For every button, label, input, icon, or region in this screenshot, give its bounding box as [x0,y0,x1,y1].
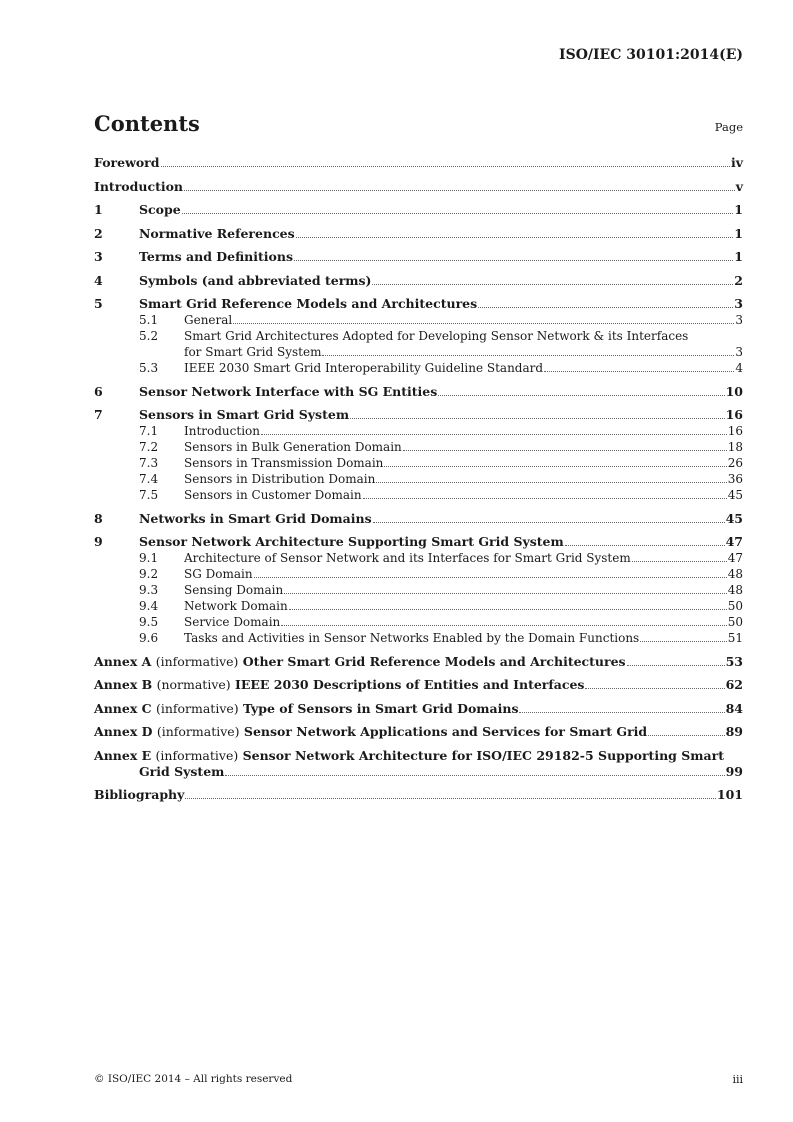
toc-entry-page: 51 [727,631,743,645]
toc-entry-page: 3 [735,345,743,359]
toc-entry-page: 47 [727,551,743,565]
leader-dots [640,641,727,642]
toc-entry-page: 84 [725,700,743,716]
annex-label: Annex E [94,747,152,763]
toc-entry-number: 2 [94,225,103,241]
toc-entry-title [94,724,647,740]
leader-dots [350,418,725,419]
toc-entry-page: 89 [725,724,743,739]
toc-entry-page: 53 [725,653,743,669]
toc-entry-bibliography[interactable] [94,787,743,803]
page-number: iii [732,1073,743,1086]
leader-dots [281,625,726,626]
toc-entry-sensor-network-interface[interactable] [94,384,743,400]
toc-entry-number: 7.2 [139,440,159,454]
toc-entry-title [94,654,626,670]
toc-entry-number: 9.4 [139,599,159,613]
toc-entry-title: Sensors in Transmission Domain [184,456,384,470]
leader-dots [184,190,735,191]
toc-entry-number: 3 [94,249,103,264]
toc-entry-title-continued: Grid System [139,763,225,779]
toc-subentry-general[interactable] [94,312,743,328]
toc-entry-title: Service Domain [184,615,281,629]
toc-entry-introduction[interactable] [94,179,743,195]
toc-entry-page: 4 [735,361,743,375]
toc-subentry-ieee-2030[interactable] [94,360,743,376]
toc-entry-annex-e[interactable] [94,748,743,764]
leader-dots [585,688,724,689]
leader-dots [254,577,727,578]
annex-kind: (informative) [155,747,239,763]
toc-entry-title: General [184,313,233,327]
toc-entry-title: IEEE 2030 Smart Grid Interoperability Guideline Standard [184,361,544,375]
toc-entry-page: 62 [725,677,743,692]
toc-entry-page: 1 [734,249,743,264]
toc-entry-page: 48 [727,567,743,581]
toc-entry-number: 5.1 [139,313,159,327]
toc-subentry-distribution[interactable] [94,471,743,487]
toc-entry-annex-c[interactable] [94,701,743,717]
toc-entry-title [94,701,518,717]
toc-entry-number: 7.4 [139,472,159,486]
toc-entry-title: Tasks and Activities in Sensor Networks Enabled by the Domain Functions [184,631,640,645]
leader-dots [261,434,727,435]
toc-entry-number: 7.3 [139,456,159,470]
toc-subentry-sg-architectures-cont[interactable] [94,344,743,360]
leader-dots [372,284,733,285]
leader-dots [565,545,725,546]
toc-entry-title: Smart Grid Architectures Adopted for Developing Sensor Network & its Interfaces [184,329,689,343]
toc-entry-title: Sensor Network Interface with SG Entities [139,383,438,399]
toc-entry-title: Bibliography [94,787,185,802]
toc-entry-page: v [735,178,743,194]
toc-entry-number: 4 [94,272,103,288]
toc-entry-page: 16 [725,407,743,422]
annex-title: Sensor Network Architecture for ISO/IEC 29182-5 Supporting Smart [242,747,724,763]
toc-entry-scope[interactable] [94,202,743,218]
toc-entry-title: Sensors in Smart Grid System [139,407,350,422]
leader-dots [648,735,724,736]
toc-entry-number: 9.5 [139,615,159,629]
toc-entry-page: 16 [727,424,743,438]
leader-dots [322,355,734,356]
leader-dots [233,323,734,324]
toc-entry-annex-d[interactable] [94,724,743,740]
leader-dots [296,237,734,238]
toc-entry-page: 26 [727,456,743,470]
leader-dots [289,609,727,610]
toc-entry-title: Introduction [184,424,260,438]
toc-entry-page: 45 [727,488,743,502]
toc-entry-networks[interactable] [94,511,743,527]
toc-entry-title: Introduction [94,178,184,194]
leader-dots [225,775,724,776]
toc-entry-title: Sensor Network Architecture Supporting Smart Grid System [139,534,564,549]
toc-subentry-bulk-generation[interactable] [94,439,743,455]
leader-dots [284,593,727,594]
leader-dots [376,482,726,483]
toc-subentry-sg-architectures[interactable] [94,328,743,344]
toc-entry-page: 101 [716,787,743,802]
toc-entry-page: 50 [727,599,743,613]
annex-title: IEEE 2030 Descriptions of Entities and Interfaces [235,677,585,692]
annex-label: Annex B [94,677,153,692]
annex-kind: (normative) [156,677,231,692]
toc-entry-sensors-in-sg[interactable] [94,407,743,423]
toc-entry-number: 9 [94,534,103,549]
leader-dots [403,450,727,451]
toc-entry-page: 45 [725,510,743,526]
toc-entry-page: 10 [725,383,743,399]
toc-entry-number: 6 [94,383,103,399]
toc-entry-title: Smart Grid Reference Models and Architectures [139,296,478,311]
toc-entry-annex-e-cont[interactable] [94,764,743,780]
toc-entry-page: 50 [727,615,743,629]
toc-entry-title [94,677,584,693]
toc-entry-page: 99 [725,763,743,779]
toc-entry-sensor-network-architecture[interactable] [94,534,743,550]
copyright-notice: © ISO/IEC 2014 – All rights reserved [94,1073,293,1085]
leader-dots [294,260,733,261]
toc-entry-title: SG Domain [184,567,253,581]
toc-entry-number: 9.6 [139,631,159,645]
page-column-label: Page [714,120,743,134]
toc-subentry-architecture-interfaces[interactable] [94,550,743,566]
toc-entry-page: 3 [735,313,743,327]
annex-label: Annex A [94,653,152,669]
toc-entry-number: 9.3 [139,583,159,597]
toc-subentry-sensing-domain[interactable] [94,582,743,598]
annex-label: Annex C [94,700,152,716]
annex-title: Other Smart Grid Reference Models and Architectures [242,653,626,669]
leader-dots [632,561,727,562]
leader-dots [185,798,716,799]
leader-dots [544,371,734,372]
toc-entry-reference-models[interactable] [94,296,743,312]
toc-entry-page: iv [730,155,743,170]
toc-entry-number: 5.3 [139,361,159,375]
toc-entry-page: 48 [727,583,743,597]
toc-entry-number: 7.5 [139,488,159,502]
toc-subentry-service-domain[interactable] [94,614,743,630]
leader-dots [627,665,725,666]
toc-entry-number: 7.1 [139,424,159,438]
toc-subentry-introduction[interactable] [94,423,743,439]
toc-entry-title: Network Domain [184,599,288,613]
leader-dots [363,498,727,499]
toc-entry-number: 9.2 [139,567,159,581]
page-title: Contents [94,111,200,136]
toc-entry-title: Normative References [139,225,295,241]
toc-entry-page: 2 [734,272,743,288]
toc-entry-page: 3 [734,296,743,311]
toc-entry-title: Architecture of Sensor Network and its Interfaces for Smart Grid System [184,551,631,565]
toc-entry-page: 1 [734,225,743,241]
leader-dots [182,213,734,214]
toc-entry-number: 5 [94,296,103,311]
toc-entry-number: 1 [94,202,103,217]
toc-entry-page: 1 [734,202,743,217]
toc-entry-page: 36 [727,472,743,486]
toc-entry-number: 5.2 [139,329,159,343]
toc-subentry-tasks-activities[interactable] [94,630,743,646]
annex-kind: (informative) [155,653,239,669]
leader-dots [384,466,726,467]
leader-dots [438,395,724,396]
toc-entry-number: 9.1 [139,551,159,565]
annex-kind: (informative) [155,700,239,716]
toc-entry-number: 7 [94,407,103,422]
toc-entry-foreword[interactable] [94,155,743,171]
annex-label: Annex D [94,724,153,739]
annex-title: Type of Sensors in Smart Grid Domains [243,700,519,716]
toc-subentry-sg-domain[interactable] [94,566,743,582]
toc-entry-annex-b[interactable] [94,677,743,693]
toc-entry-title: Sensing Domain [184,583,284,597]
toc-entry-page: 47 [725,534,743,549]
toc-entry-title: Symbols (and abbreviated terms) [139,272,372,288]
annex-title: Sensor Network Applications and Services for Smart Grid [243,724,648,739]
annex-kind: (informative) [156,724,240,739]
toc-entry-terms-definitions[interactable] [94,249,743,265]
toc-subentry-network-domain[interactable] [94,598,743,614]
leader-dots [478,307,733,308]
leader-dots [373,522,725,523]
toc-entry-symbols[interactable] [94,273,743,289]
toc-entry-title-continued: for Smart Grid System [184,345,322,359]
toc-subentry-customer[interactable] [94,487,743,503]
toc-entry-page: 18 [727,440,743,454]
toc-subentry-transmission[interactable] [94,455,743,471]
toc-entry-title: Scope [139,202,181,217]
document-reference: ISO/IEC 30101:2014(E) [559,47,743,63]
toc-entry-number: 8 [94,510,103,526]
table-of-contents [94,155,743,803]
toc-entry-title: Sensors in Bulk Generation Domain [184,440,402,454]
toc-entry-annex-a[interactable] [94,654,743,670]
leader-dots [519,712,724,713]
toc-entry-title: Terms and Definitions [139,249,294,264]
toc-entry-title: Networks in Smart Grid Domains [139,510,372,526]
toc-entry-title: Sensors in Customer Domain [184,488,362,502]
toc-entry-title [94,748,724,764]
leader-dots [161,166,730,167]
toc-entry-title: Sensors in Distribution Domain [184,472,376,486]
toc-entry-title: Foreword [94,155,160,170]
toc-entry-normative-references[interactable] [94,226,743,242]
